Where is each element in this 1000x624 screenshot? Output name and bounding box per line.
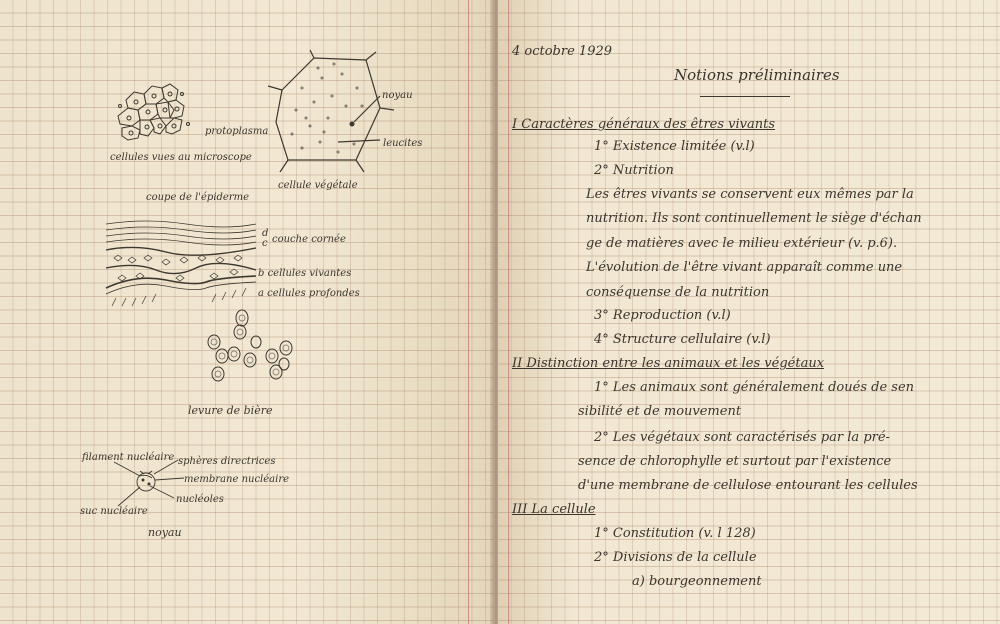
section-1-heading: I Caractères généraux des êtres vivants — [512, 117, 776, 132]
label-plant-cell: cellule végétale — [278, 180, 358, 191]
label-layer-d: d — [262, 228, 269, 239]
text-line-5: conséquense de la nutrition — [586, 285, 770, 300]
left-margin-line — [468, 0, 469, 624]
microscope-cells-sketch — [112, 80, 192, 150]
text-line-8: d'une membrane de cellulose entourant les cellules — [578, 478, 918, 493]
item-budding: a) bourgeonnement — [632, 574, 762, 589]
left-page — [0, 0, 494, 624]
section-2-heading: II Distinction entre les animaux et les végétaux — [512, 356, 825, 371]
label-nucleus-plant: noyau — [382, 90, 413, 101]
item-plants: 2° Les végétaux sont caractérisés par la pré- — [594, 430, 890, 445]
plant-cell-sketch — [262, 48, 402, 178]
label-nucleus-title: noyau — [148, 526, 182, 539]
label-cells-microscope: cellules vues au microscope — [110, 152, 252, 163]
text-line-6: sibilité et de mouvement — [578, 404, 742, 419]
entry-date: 4 octobre 1929 — [512, 44, 613, 59]
text-line-1: Les êtres vivants se conservent eux mêmes par la — [586, 187, 914, 202]
label-directing-spheres: sphères directrices — [178, 456, 276, 467]
text-line-3: ge de matières avec le milieu extérieur (v. p.6). — [586, 236, 898, 251]
right-page — [498, 0, 1000, 624]
yeast-sketch — [200, 302, 300, 392]
item-nutrition: 2° Nutrition — [594, 163, 674, 178]
right-margin-line — [508, 0, 509, 624]
label-leucites: leucites — [383, 138, 423, 149]
label-protoplasm: protoplasma — [205, 126, 269, 137]
label-nuclear-membrane: membrane nucléaire — [184, 474, 290, 485]
label-nuclear-filament: filament nucléaire — [82, 452, 175, 463]
label-nucleoli: nucléoles — [176, 494, 224, 505]
label-deep-cells: a cellules profondes — [258, 288, 360, 299]
label-horny-layer: couche cornée — [272, 234, 346, 245]
item-structure: 4° Structure cellulaire (v.l) — [594, 332, 771, 347]
section-3-heading: III La cellule — [512, 502, 596, 517]
page-title: Notions préliminaires — [674, 66, 840, 84]
title-underline — [700, 96, 790, 97]
item-divisions: 2° Divisions de la cellule — [594, 550, 757, 565]
epidermis-sketch — [106, 218, 256, 308]
label-living-cells: b cellules vivantes — [258, 268, 352, 279]
label-epidermis-section: coupe de l'épiderme — [146, 192, 250, 203]
text-line-7: sence de chlorophylle et surtout par l'existence — [578, 454, 892, 469]
text-line-4: L'évolution de l'être vivant apparaît comme une — [586, 260, 903, 275]
item-reproduction: 3° Reproduction (v.l) — [594, 308, 731, 323]
item-animals: 1° Les animaux sont généralement doués de sen — [594, 380, 915, 395]
label-layer-c: c — [262, 238, 268, 249]
item-existence: 1° Existence limitée (v.l) — [594, 139, 755, 154]
label-nuclear-sap: suc nucléaire — [80, 506, 148, 517]
label-brewers-yeast: levure de bière — [188, 404, 273, 417]
text-line-2: nutrition. Ils sont continuellement le siège d'échan — [586, 211, 922, 226]
item-constitution: 1° Constitution (v. l 128) — [594, 526, 756, 541]
